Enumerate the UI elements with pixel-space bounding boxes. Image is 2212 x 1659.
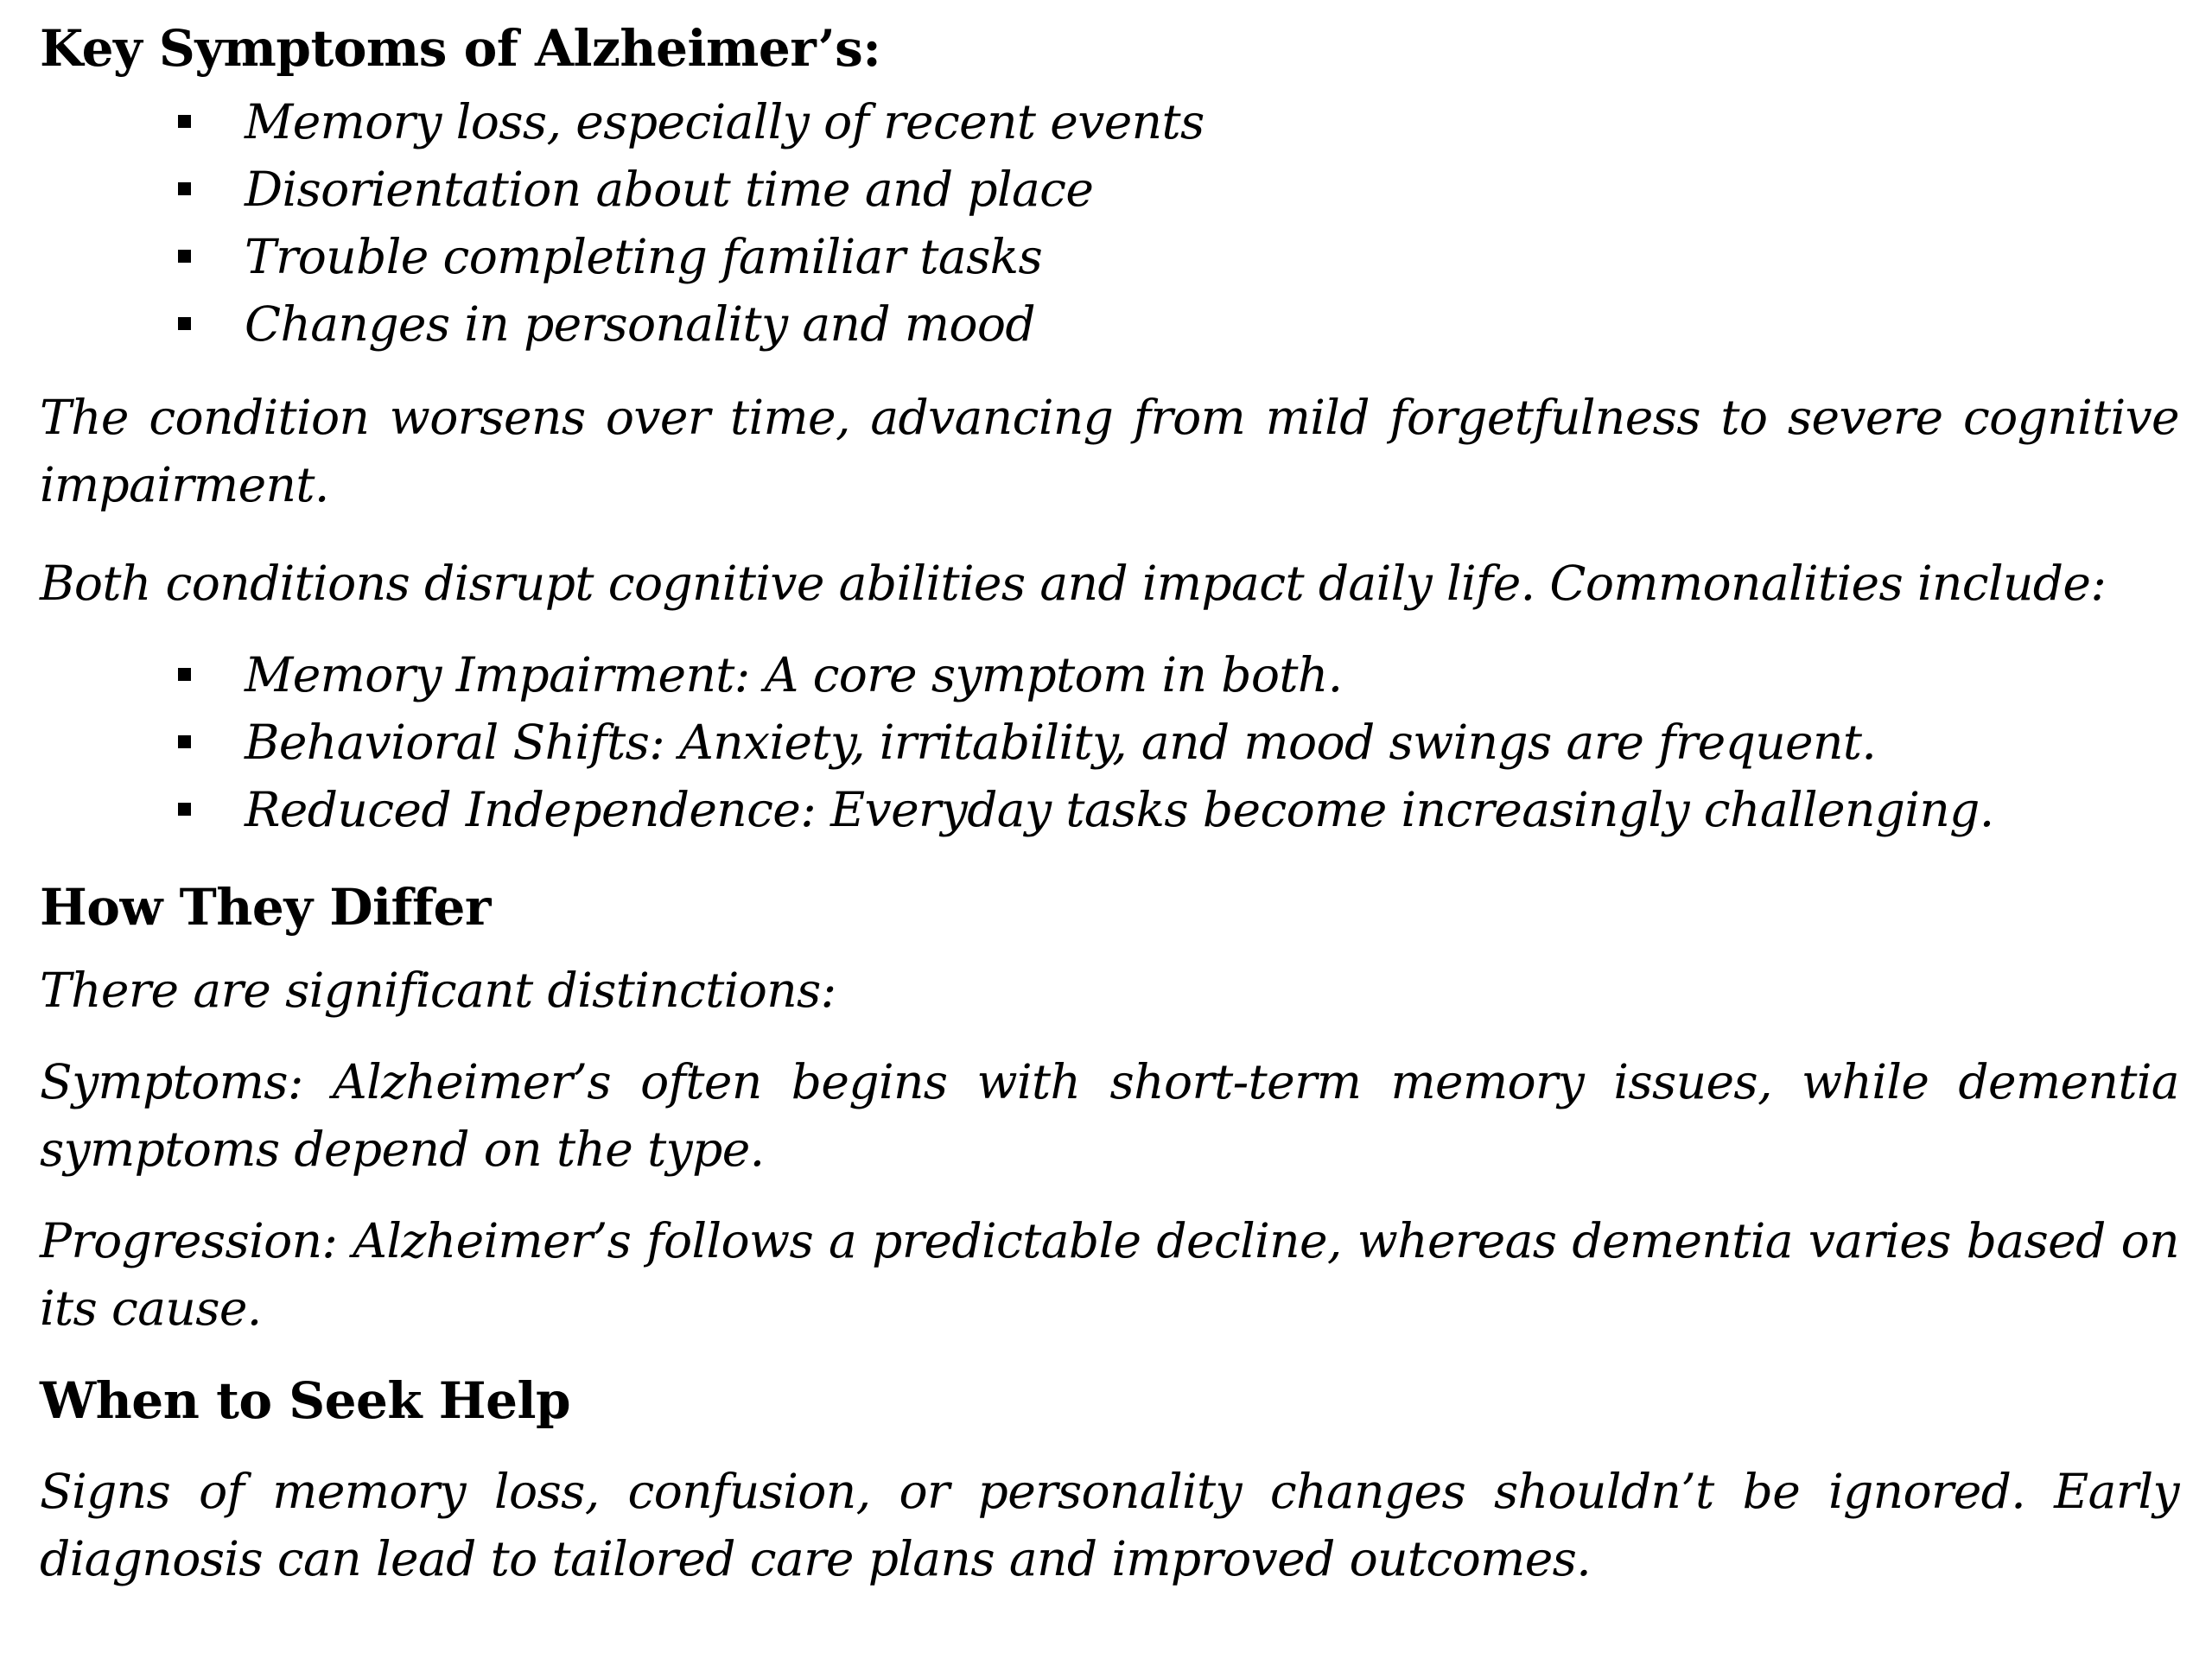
list-item	[40, 709, 2179, 776]
list-item-text: Behavioral Shifts: Anxiety, irritability, and mood swings are frequent.	[245, 714, 1877, 770]
differ-symptoms-paragraph: Symptoms: Alzheimer’s often begins with short-term memory issues, while dementia symptoms depend on the type.	[40, 1054, 2179, 1178]
differ-progression-paragraph: Progression: Alzheimer’s follows a predictable decline, whereas dementia varies based on its cause.	[40, 1213, 2179, 1337]
list-item	[40, 156, 2179, 223]
list-item	[40, 290, 2179, 358]
list-item-text: Reduced Independence: Everyday tasks become increasingly challenging.	[245, 781, 1994, 837]
square-bullet-icon	[178, 182, 191, 195]
document-page	[40, 19, 2179, 1592]
help-paragraph: Signs of memory loss, confusion, or personality changes shouldn’t be ignored. Early diagnosis can lead to tailored care plans and improved outcomes.	[40, 1463, 2179, 1586]
square-bullet-icon	[178, 668, 191, 681]
square-bullet-icon	[178, 803, 191, 816]
list-item	[40, 641, 2179, 709]
progression-paragraph: The condition worsens over time, advancing from mild forgetfulness to severe cognitive impairment.	[40, 389, 2179, 512]
differ-intro: There are significant distinctions:	[40, 963, 836, 1019]
list-item	[40, 776, 2179, 843]
list-item-text: Memory Impairment: A core symptom in both.	[245, 646, 1343, 702]
key-symptoms-list	[40, 88, 2179, 358]
list-item	[40, 223, 2179, 290]
commonalities-list	[40, 641, 2179, 843]
square-bullet-icon	[178, 250, 191, 263]
list-item-text: Memory loss, especially of recent events	[245, 93, 1205, 149]
square-bullet-icon	[178, 115, 191, 128]
list-item-text: Disorientation about time and place	[245, 161, 1094, 217]
commonalities-intro: Both conditions disrupt cognitive abilities and impact daily life. Commonalities include:	[40, 555, 2107, 611]
list-item	[40, 88, 2179, 156]
differ-heading: How They Differ	[40, 877, 491, 937]
list-item-text: Changes in personality and mood	[245, 296, 1036, 352]
key-symptoms-heading: Key Symptoms of Alzheimer’s:	[40, 19, 881, 78]
square-bullet-icon	[178, 735, 191, 748]
help-heading: When to Seek Help	[40, 1371, 571, 1431]
list-item-text: Trouble completing familiar tasks	[245, 228, 1043, 284]
square-bullet-icon	[178, 317, 191, 330]
